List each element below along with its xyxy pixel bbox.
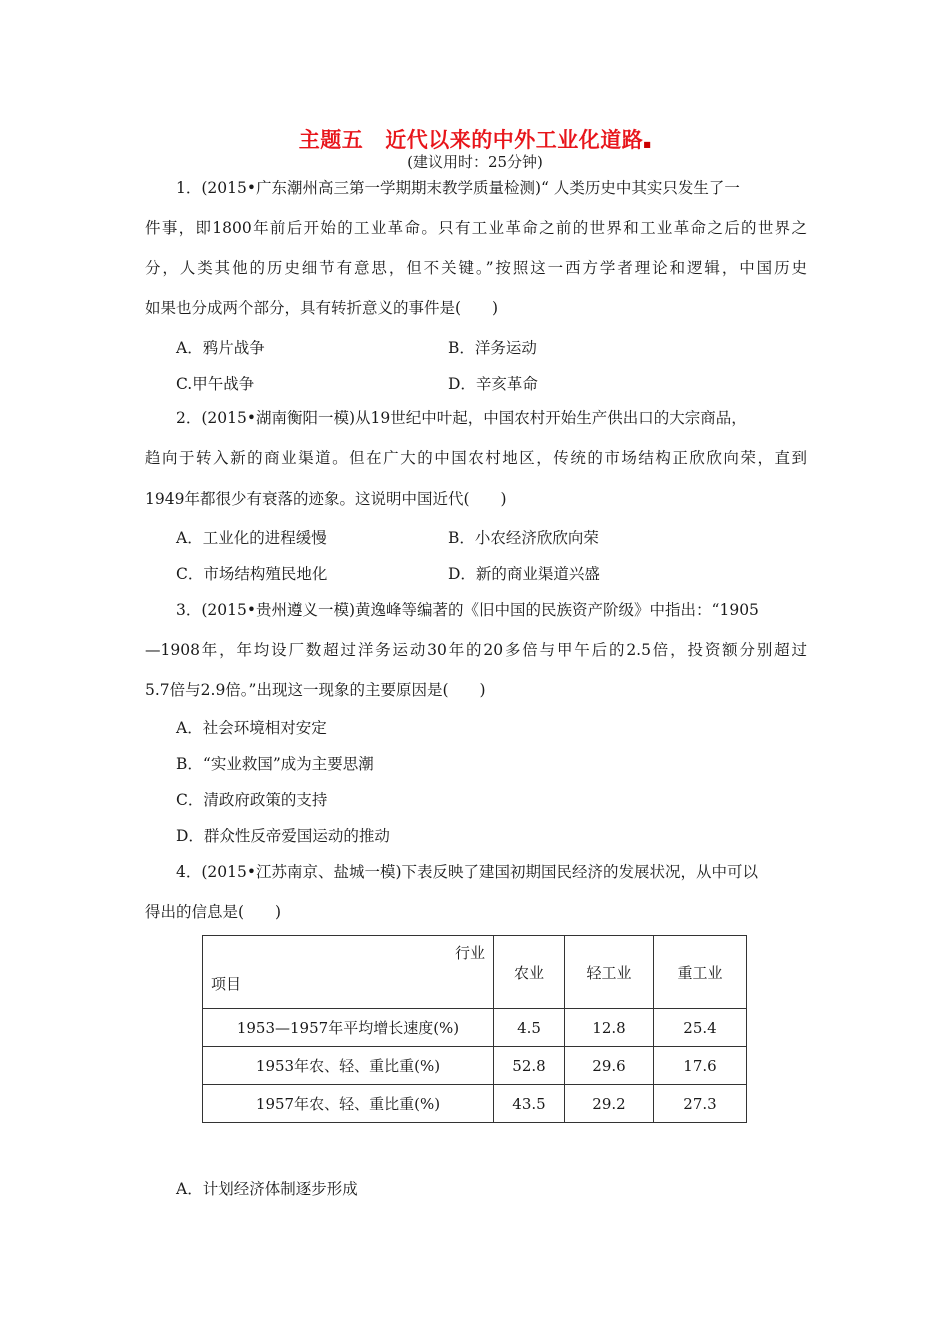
q1-line-1: 1．(2015•广东潮州高三第一学期期末教学质量检测)“ 人类历史中其实只发生了一 xyxy=(176,179,740,197)
row-label: 1953—1957年平均增长速度(%) xyxy=(203,1009,494,1047)
row-label: 1953年农、轻、重比重(%) xyxy=(203,1047,494,1085)
q2-option-b[interactable]: B．小农经济欣欣向荣 xyxy=(448,529,599,547)
corner-label-item: 项目 xyxy=(211,975,242,993)
table-header-row xyxy=(203,936,747,1009)
q1-line-4: 如果也分成两个部分，具有转折意义的事件是( ) xyxy=(145,299,499,317)
q2-line-2: 趋向于转入新的商业渠道。但在广大的中国农村地区，传统的市场结构正欣欣向荣，直到 xyxy=(145,449,807,467)
row-label: 1957年农、轻、重比重(%) xyxy=(203,1085,494,1123)
table-cell: 29.2 xyxy=(565,1085,654,1123)
table-cell: 25.4 xyxy=(654,1009,747,1047)
title-text: 近代以来的中外工业化道路 xyxy=(385,128,644,152)
table-cell: 17.6 xyxy=(654,1047,747,1085)
column-header-light-industry: 轻工业 xyxy=(565,936,654,1009)
q1-line-3: 分，人类其他的历史细节有意思，但不关键。”按照这一西方学者理论和逻辑，中国历史 xyxy=(145,259,807,277)
economy-table xyxy=(202,935,747,1123)
q1-option-d[interactable]: D．辛亥革命 xyxy=(448,375,538,393)
table-cell: 12.8 xyxy=(565,1009,654,1047)
q3-option-d[interactable]: D．群众性反帝爱国运动的推动 xyxy=(176,827,390,845)
table-cell: 27.3 xyxy=(654,1085,747,1123)
q1-option-a[interactable]: A．鸦片战争 xyxy=(176,339,265,357)
table-row xyxy=(203,1047,747,1085)
title-topic: 主题五 xyxy=(298,128,364,152)
q1-option-c[interactable]: C.甲午战争 xyxy=(176,375,255,393)
q2-option-a[interactable]: A．工业化的进程缓慢 xyxy=(176,529,327,547)
table-cell: 29.6 xyxy=(565,1047,654,1085)
q3-option-c[interactable]: C．清政府政策的支持 xyxy=(176,791,328,809)
table-cell: 4.5 xyxy=(494,1009,565,1047)
q3-line-3: 5.7倍与2.9倍。”出现这一现象的主要原因是( ) xyxy=(145,681,486,699)
page-title xyxy=(0,124,950,154)
q2-line-1: 2．(2015•湖南衡阳一模)从19世纪中叶起，中国农村开始生产供出口的大宗商品， xyxy=(176,409,747,427)
q1-line-2: 件事，即1800年前后开始的工业革命。只有工业革命之前的世界和工业革命之后的世界之 xyxy=(145,219,807,237)
column-header-agriculture: 农业 xyxy=(494,936,565,1009)
q3-option-a[interactable]: A．社会环境相对安定 xyxy=(176,719,327,737)
table-cell: 52.8 xyxy=(494,1047,565,1085)
q3-line-1: 3．(2015•贵州遵义一模)黄逸峰等编著的《旧中国的民族资产阶级》中指出：“1905 xyxy=(176,601,759,619)
q2-option-c[interactable]: C．市场结构殖民地化 xyxy=(176,565,328,583)
table-row xyxy=(203,1085,747,1123)
q4-line-1: 4．(2015•江苏南京、盐城一模)下表反映了建国初期国民经济的发展状况，从中可以 xyxy=(176,863,759,881)
column-header-heavy-industry: 重工业 xyxy=(654,936,747,1009)
q4-line-2: 得出的信息是( ) xyxy=(145,903,282,921)
table-cell: 43.5 xyxy=(494,1085,565,1123)
corner-label-industry: 行业 xyxy=(454,944,485,962)
q3-option-b[interactable]: B．“实业救国”成为主要思潮 xyxy=(176,755,374,773)
q1-option-b[interactable]: B．洋务运动 xyxy=(448,339,537,357)
table-corner-cell xyxy=(203,936,494,1009)
suggested-time: (建议用时：25分钟) xyxy=(407,153,543,171)
table-row xyxy=(203,1009,747,1047)
q2-option-d[interactable]: D．新的商业渠道兴盛 xyxy=(448,565,600,583)
edit-mark-icon: ■ xyxy=(643,140,652,149)
q3-line-2: —1908年，年均设厂数超过洋务运动30年的20多倍与甲午后的2.5倍，投资额分别超过 xyxy=(145,641,807,659)
q2-line-3: 1949年都很少有衰落的迹象。这说明中国近代( ) xyxy=(145,490,507,508)
q4-option-a[interactable]: A．计划经济体制逐步形成 xyxy=(176,1180,358,1198)
